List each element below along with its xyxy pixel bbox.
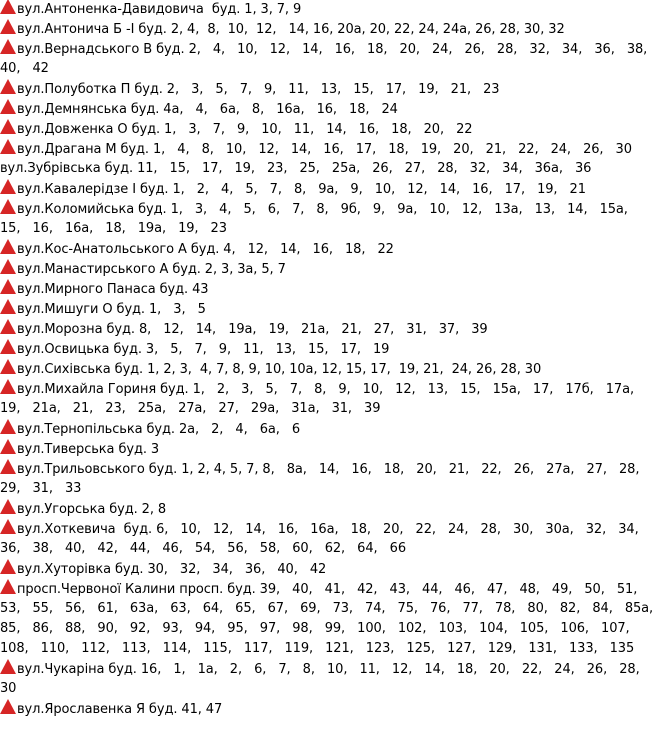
address-text: вул.Демнянська буд. 4а, 4, 6а, 8, 16а, 16, 18, 24 [17,102,398,117]
address-text: вул.Кос-Анатольського А буд. 4, 12, 14, 16, 18, 22 [17,242,394,257]
red-triangle-icon [0,499,16,514]
red-triangle-icon [0,199,16,214]
red-triangle-icon [0,459,16,474]
red-triangle-icon [0,659,16,674]
red-triangle-icon [0,439,16,454]
red-triangle-icon [0,239,16,254]
address-line [0,659,654,679]
address-text: вул.Угорська буд. 2, 8 [17,502,167,517]
address-text: 108, 110, 112, 113, 114, 115, 117, 119, 121, 123, 125, 127, 129, 131, 133, 135 [0,641,635,656]
red-triangle-icon [0,339,16,354]
address-line [0,39,654,59]
address-text: 19, 21а, 21, 23, 25а, 27а, 27, 29а, 31а, 31, 39 [0,401,381,416]
address-text: вул.Михайла Гориня буд. 1, 2, 3, 5, 7, 8, 9, 10, 12, 13, 15, 15а, 17, 17б, 17а, [17,382,635,397]
address-text: вул.Трильовського буд. 1, 2, 4, 5, 7, 8, 8а, 14, 16, 18, 20, 21, 22, 26, 27а, 27, 28, [17,462,640,477]
address-line [0,539,654,559]
red-triangle-icon [0,699,16,714]
red-triangle-icon [0,139,16,154]
address-line [0,519,654,539]
red-triangle-icon [0,559,16,574]
red-triangle-icon [0,299,16,314]
red-triangle-icon [0,119,16,134]
address-line [0,219,654,239]
address-text: 36, 38, 40, 42, 44, 46, 54, 56, 58, 60, 62, 64, 66 [0,541,406,556]
address-line [0,299,654,319]
address-text: вул.Хуторівка буд. 30, 32, 34, 36, 40, 42 [17,562,327,577]
address-line [0,19,654,39]
address-line [0,399,654,419]
address-line [0,479,654,499]
address-line [0,559,654,579]
red-triangle-icon [0,279,16,294]
address-text: вул.Тернопільська буд. 2а, 2, 4, 6а, 6 [17,422,301,437]
address-text: вул.Хоткевича буд. 6, 10, 12, 14, 16, 16а, 18, 20, 22, 24, 28, 30, 30а, 32, 34, [17,522,639,537]
red-triangle-icon [0,19,16,34]
red-triangle-icon [0,419,16,434]
address-line [0,239,654,259]
address-text: вул.Вернадського В буд. 2, 4, 10, 12, 14, 16, 18, 20, 24, 26, 28, 32, 34, 36, 38, [17,42,648,57]
address-line [0,359,654,379]
red-triangle-icon [0,379,16,394]
address-line [0,279,654,299]
address-text: вул.Антоненка-Давидовича буд. 1, 3, 7, 9 [17,2,302,17]
address-line [0,419,654,439]
address-line [0,79,654,99]
address-text: вул.Полуботка П буд. 2, 3, 5, 7, 9, 11, 13, 15, 17, 19, 21, 23 [17,82,500,97]
address-text: 40, 42 [0,61,49,76]
address-line [0,119,654,139]
address-text: вул.Антонича Б -І буд. 2, 4, 8, 10, 12, 14, 16, 20а, 20, 22, 24, 24а, 26, 28, 30, 32 [17,22,565,37]
address-line [0,499,654,519]
address-text: вул.Зубрівська буд. 11, 15, 17, 19, 23, 25, 25а, 26, 27, 28, 32, 34, 36а, 36 [0,161,592,176]
red-triangle-icon [0,179,16,194]
address-text: 15, 16, 16а, 18, 19а, 19, 23 [0,221,227,236]
address-line [0,99,654,119]
address-text: 53, 55, 56, 61, 63а, 63, 64, 65, 67, 69, 73, 74, 75, 76, 77, 78, 80, 82, 84, 85а, [0,601,654,616]
address-text: вул.Довженка О буд. 1, 3, 7, 9, 10, 11, 14, 16, 18, 20, 22 [17,122,473,137]
address-line [0,139,654,159]
red-triangle-icon [0,259,16,274]
address-line [0,259,654,279]
red-triangle-icon [0,39,16,54]
address-text: вул.Мишуги О буд. 1, 3, 5 [17,302,206,317]
address-line [0,179,654,199]
address-line [0,379,654,399]
address-text: вул.Мирного Панаса буд. 43 [17,282,209,297]
address-text: 30 [0,681,17,696]
address-text: 29, 31, 33 [0,481,82,496]
address-text: вул.Коломийська буд. 1, 3, 4, 5, 6, 7, 8, 9б, 9, 9а, 10, 12, 13а, 13, 14, 15а, [17,202,628,217]
address-line [0,59,654,79]
address-text: вул.Освицька буд. 3, 5, 7, 9, 11, 13, 15, 17, 19 [17,342,390,357]
address-text: вул.Кавалерідзе І буд. 1, 2, 4, 5, 7, 8, 9а, 9, 10, 12, 14, 16, 17, 19, 21 [17,182,586,197]
address-text: вул.Ярославенка Я буд. 41, 47 [17,702,223,717]
address-line [0,579,654,599]
address-line [0,699,654,719]
red-triangle-icon [0,319,16,334]
address-line [0,639,654,659]
red-triangle-icon [0,579,16,594]
address-line [0,0,654,19]
address-line [0,619,654,639]
address-line [0,599,654,619]
address-text: вул.Морозна буд. 8, 12, 14, 19а, 19, 21а, 21, 27, 31, 37, 39 [17,322,488,337]
address-line [0,679,654,699]
red-triangle-icon [0,99,16,114]
red-triangle-icon [0,79,16,94]
address-line [0,199,654,219]
address-line [0,319,654,339]
address-text: 85, 86, 88, 90, 92, 93, 94, 95, 97, 98, 99, 100, 102, 103, 104, 105, 106, 107, [0,621,630,636]
address-text: вул.Чукаріна буд. 16, 1, 1а, 2, 6, 7, 8, 10, 11, 12, 14, 18, 20, 22, 24, 26, 28, [17,662,640,677]
address-text: вул.Драгана М буд. 1, 4, 8, 10, 12, 14, 16, 17, 18, 19, 20, 21, 22, 24, 26, 30 [17,142,632,157]
address-text: вул.Тиверська буд. 3 [17,442,160,457]
address-text: просп.Червоної Калини просп. буд. 39, 40, 41, 42, 43, 44, 46, 47, 48, 49, 50, 51, [17,582,638,597]
red-triangle-icon [0,359,16,374]
address-line [0,159,654,179]
address-line [0,459,654,479]
address-text: вул.Сихівська буд. 1, 2, 3, 4, 7, 8, 9, 10, 10а, 12, 15, 17, 19, 21, 24, 26, 28, 30 [17,362,542,377]
red-triangle-icon [0,0,16,14]
red-triangle-icon [0,519,16,534]
address-line [0,339,654,359]
address-line [0,439,654,459]
address-text: вул.Манастирського А буд. 2, 3, 3а, 5, 7 [17,262,286,277]
